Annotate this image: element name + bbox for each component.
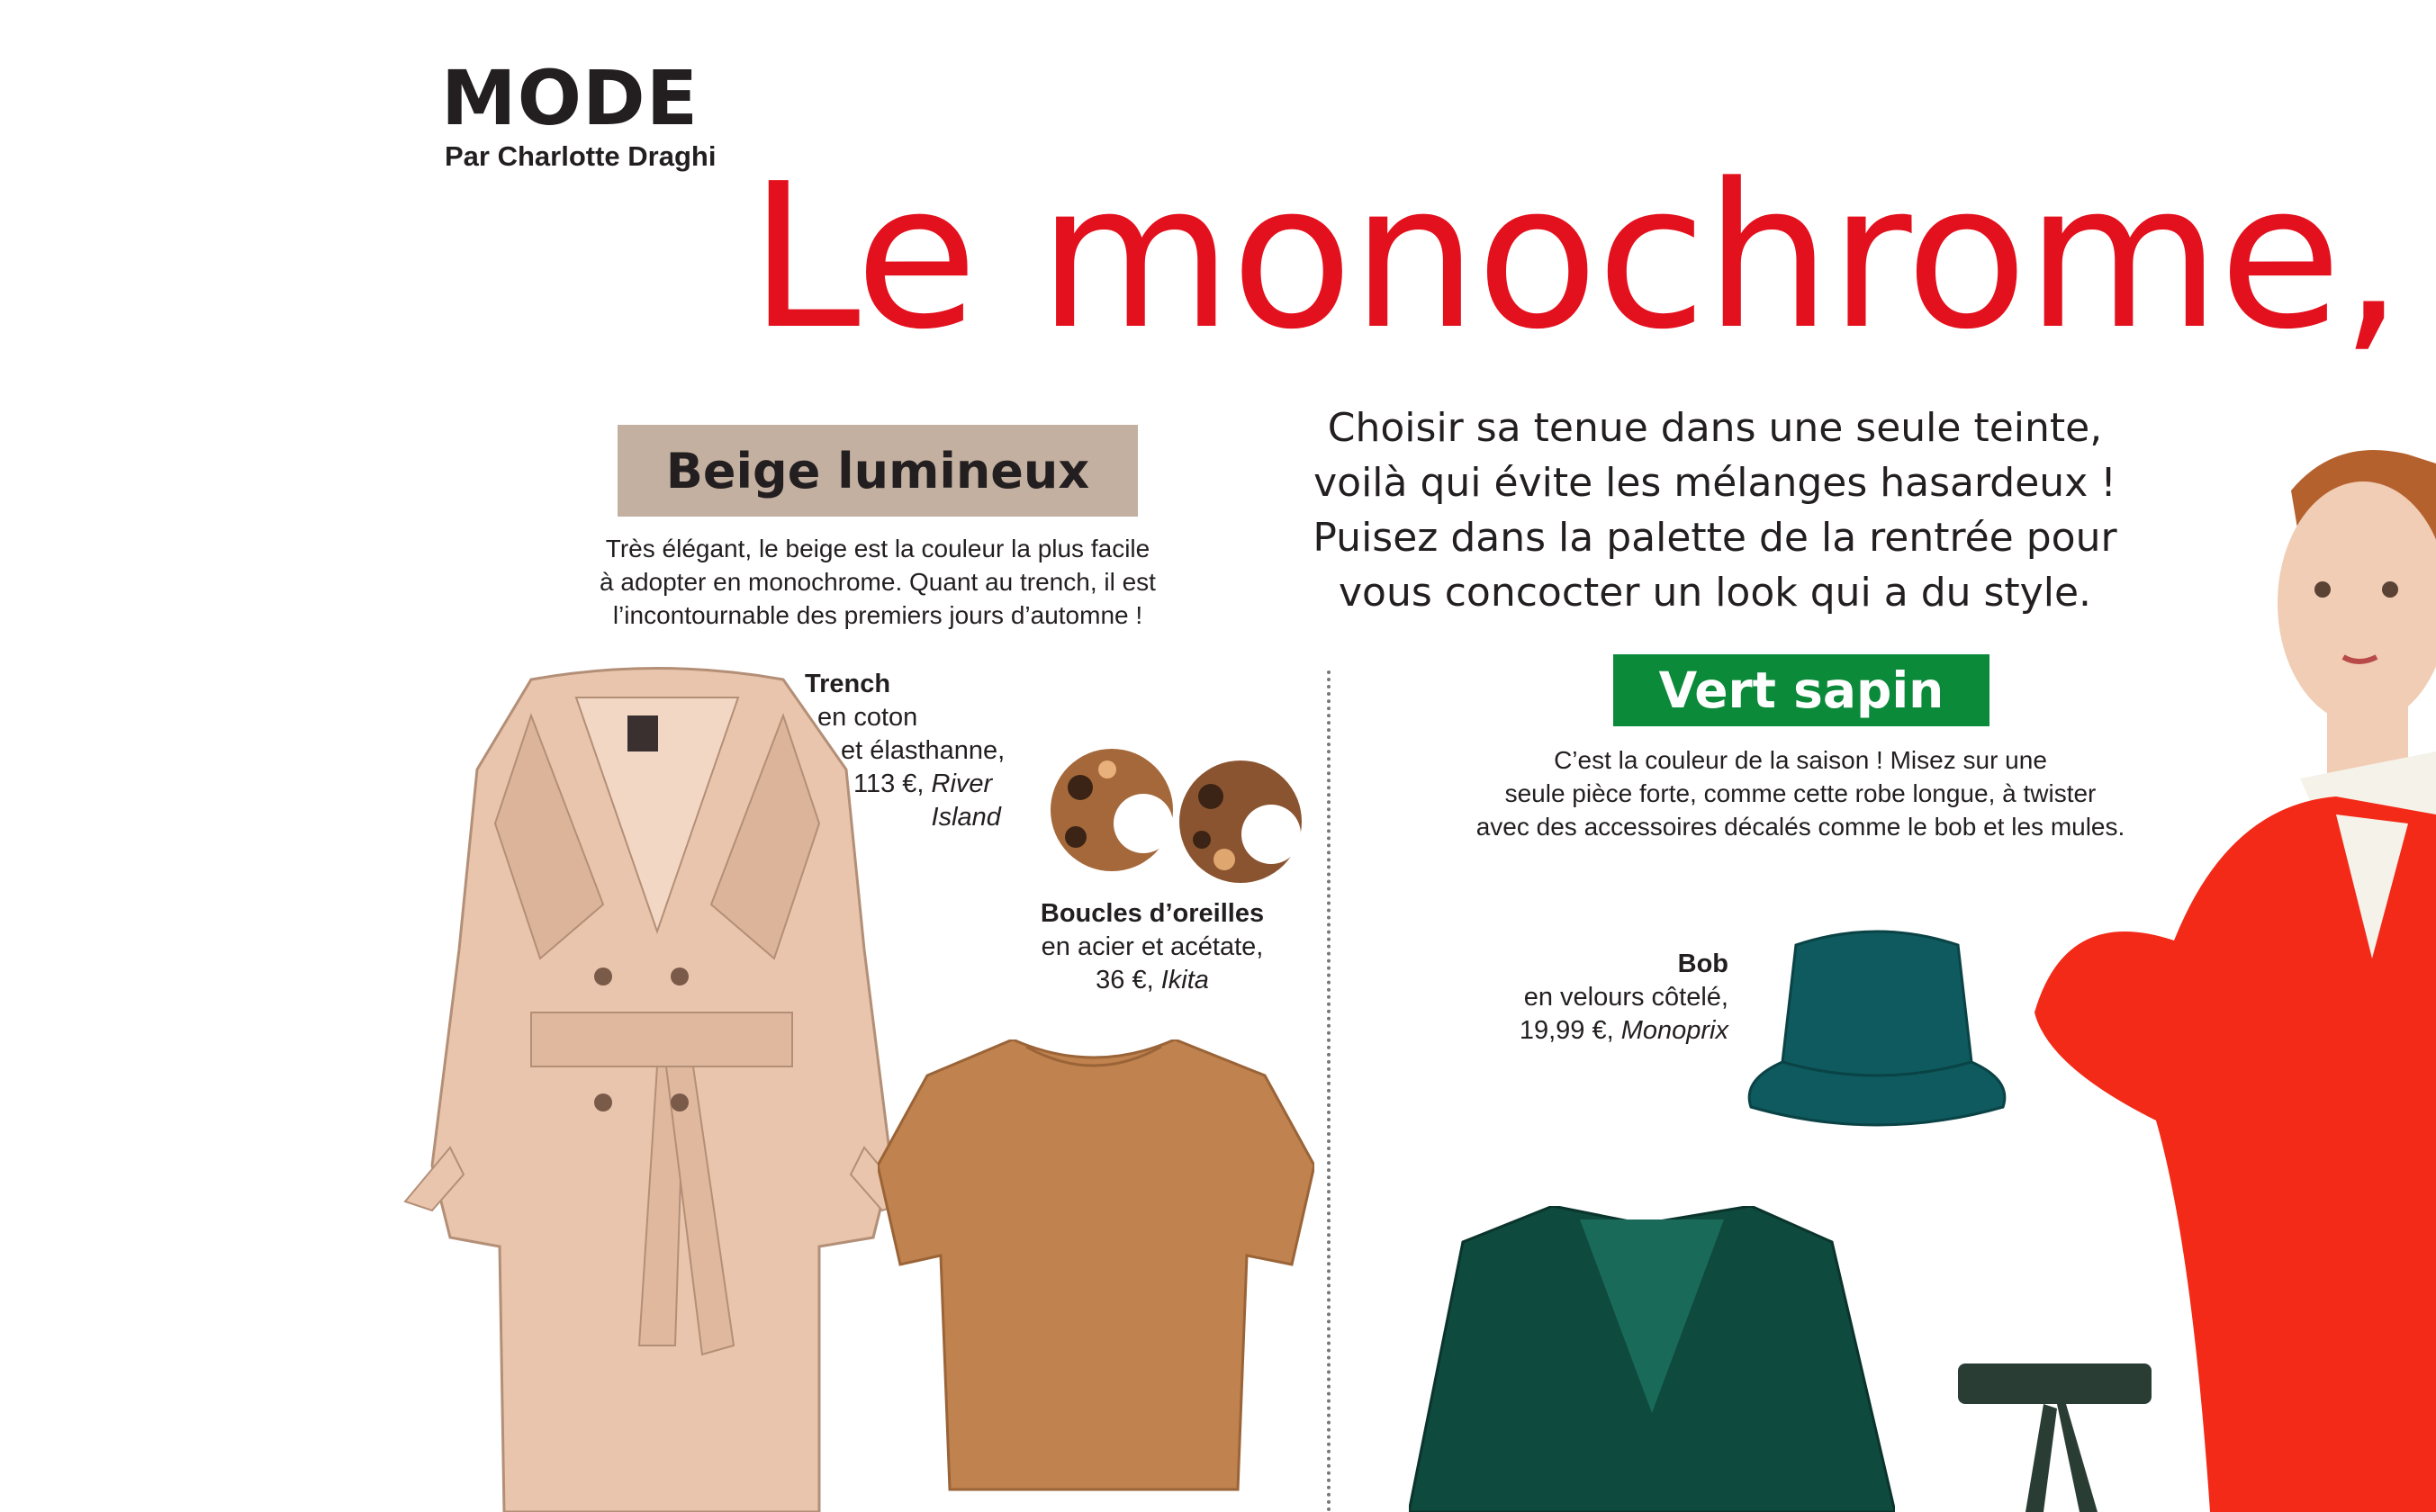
trench-brand: River Island <box>931 770 1001 832</box>
earrings-brand: Ikita <box>1160 966 1209 994</box>
brown-top-image <box>878 1040 1314 1512</box>
green-body-line: C’est la couleur de la saison ! Misez sur une <box>1554 746 2047 774</box>
earrings-name: Boucles d’oreilles <box>1040 899 1265 928</box>
earrings-price: 36 €, <box>1096 966 1154 994</box>
trench-material-2: et élasthanne, <box>841 736 1006 765</box>
byline: Par Charlotte Draghi <box>445 140 717 172</box>
bob-brand: Monoprix <box>1620 1016 1728 1045</box>
bob-material: en velours côtelé, <box>1523 983 1728 1012</box>
green-body-line: avec des accessoires décalés comme le bob et les mules. <box>1475 813 2125 841</box>
earrings-image <box>1044 734 1314 891</box>
headline: Le monochrome, <box>749 141 2402 374</box>
trench-price: 113 €, <box>853 770 925 798</box>
trench-name: Trench <box>805 670 891 698</box>
column-divider <box>1327 670 1331 1512</box>
green-body-line: seule pièce forte, comme cette robe longue, à twister <box>1504 779 2097 807</box>
trench-material: en coton <box>817 703 918 732</box>
bucket-hat-image <box>1742 927 2012 1130</box>
section-title: MODE <box>441 54 699 142</box>
green-section-title: Vert sapin <box>1613 654 1989 726</box>
bob-price: 19,99 €, <box>1519 1016 1614 1045</box>
model-image <box>2030 436 2436 1512</box>
beige-body-line: Très élégant, le beige est la couleur la plus facile <box>605 535 1150 562</box>
beige-body-line: à adopter en monochrome. Quant au trench, il est <box>600 568 1156 596</box>
beige-body-text <box>558 532 1197 632</box>
earrings-caption <box>1008 897 1296 997</box>
bob-name: Bob <box>1677 950 1728 978</box>
intro-line: Puisez dans la palette de la rentrée pour <box>1313 515 2117 561</box>
green-dress-image <box>1409 1206 1895 1512</box>
beige-section-title: Beige lumineux <box>618 425 1138 517</box>
earrings-material: en acier et acétate, <box>1041 932 1264 961</box>
intro-line: vous concocter un look qui a du style. <box>1338 570 2092 616</box>
bob-caption <box>1476 948 1728 1048</box>
trench-caption <box>805 668 1022 834</box>
intro-line: Choisir sa tenue dans une seule teinte, <box>1327 405 2103 451</box>
beige-body-line: l’incontournable des premiers jours d’automne ! <box>612 601 1143 629</box>
intro-line: voilà qui évite les mélanges hasardeux ! <box>1313 460 2116 506</box>
